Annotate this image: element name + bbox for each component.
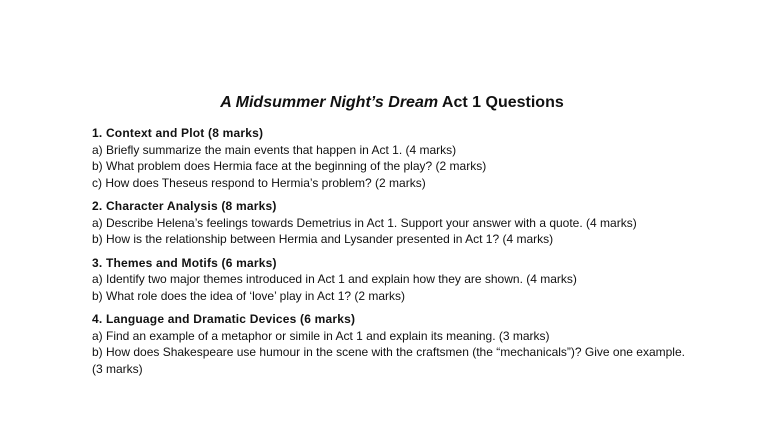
question-item: b) How is the relationship between Hermia and Lysander presented in Act 1? (4 marks) xyxy=(92,232,554,246)
section-heading: 4. Language and Dramatic Devices (6 marks) xyxy=(92,312,356,326)
section-heading: 1. Context and Plot (8 marks) xyxy=(92,126,264,140)
section-character-analysis xyxy=(92,198,697,248)
question-list xyxy=(92,125,697,384)
section-heading: 2. Character Analysis (8 marks) xyxy=(92,199,277,213)
section-heading: 3. Themes and Motifs (6 marks) xyxy=(92,255,277,270)
section-language-and-dramatic-devices xyxy=(92,311,697,377)
question-item: b) What problem does Hermia face at the beginning of the play? (2 marks) xyxy=(92,159,487,173)
question-item: a) Identify two major themes introduced in Act 1 and explain how they are shown. (4 marks) xyxy=(92,272,577,286)
question-item: a) Describe Helena’s feelings towards Demetrius in Act 1. Support your answer with a quote. (4 marks) xyxy=(92,215,637,230)
title-suffix: Act 1 Questions xyxy=(438,94,564,111)
question-item: b) What role does the idea of ‘love’ play in Act 1? (2 marks) xyxy=(92,288,406,303)
question-item: b) How does Shakespeare use humour in the scene with the craftsmen (the “mechanicals”)? Give one example. (3 marks) xyxy=(92,345,685,376)
question-item: a) Find an example of a metaphor or simile in Act 1 and explain its meaning. (3 marks) xyxy=(92,328,550,343)
title-play-name: A Midsummer Night’s Dream xyxy=(220,94,439,111)
section-context-and-plot xyxy=(92,125,697,191)
section-themes-and-motifs xyxy=(92,255,697,305)
question-item: a) Briefly summarize the main events that happen in Act 1. (4 marks) xyxy=(92,142,457,157)
document-title xyxy=(0,93,784,113)
question-item: c) How does Theseus respond to Hermia’s problem? (2 marks) xyxy=(92,175,426,190)
